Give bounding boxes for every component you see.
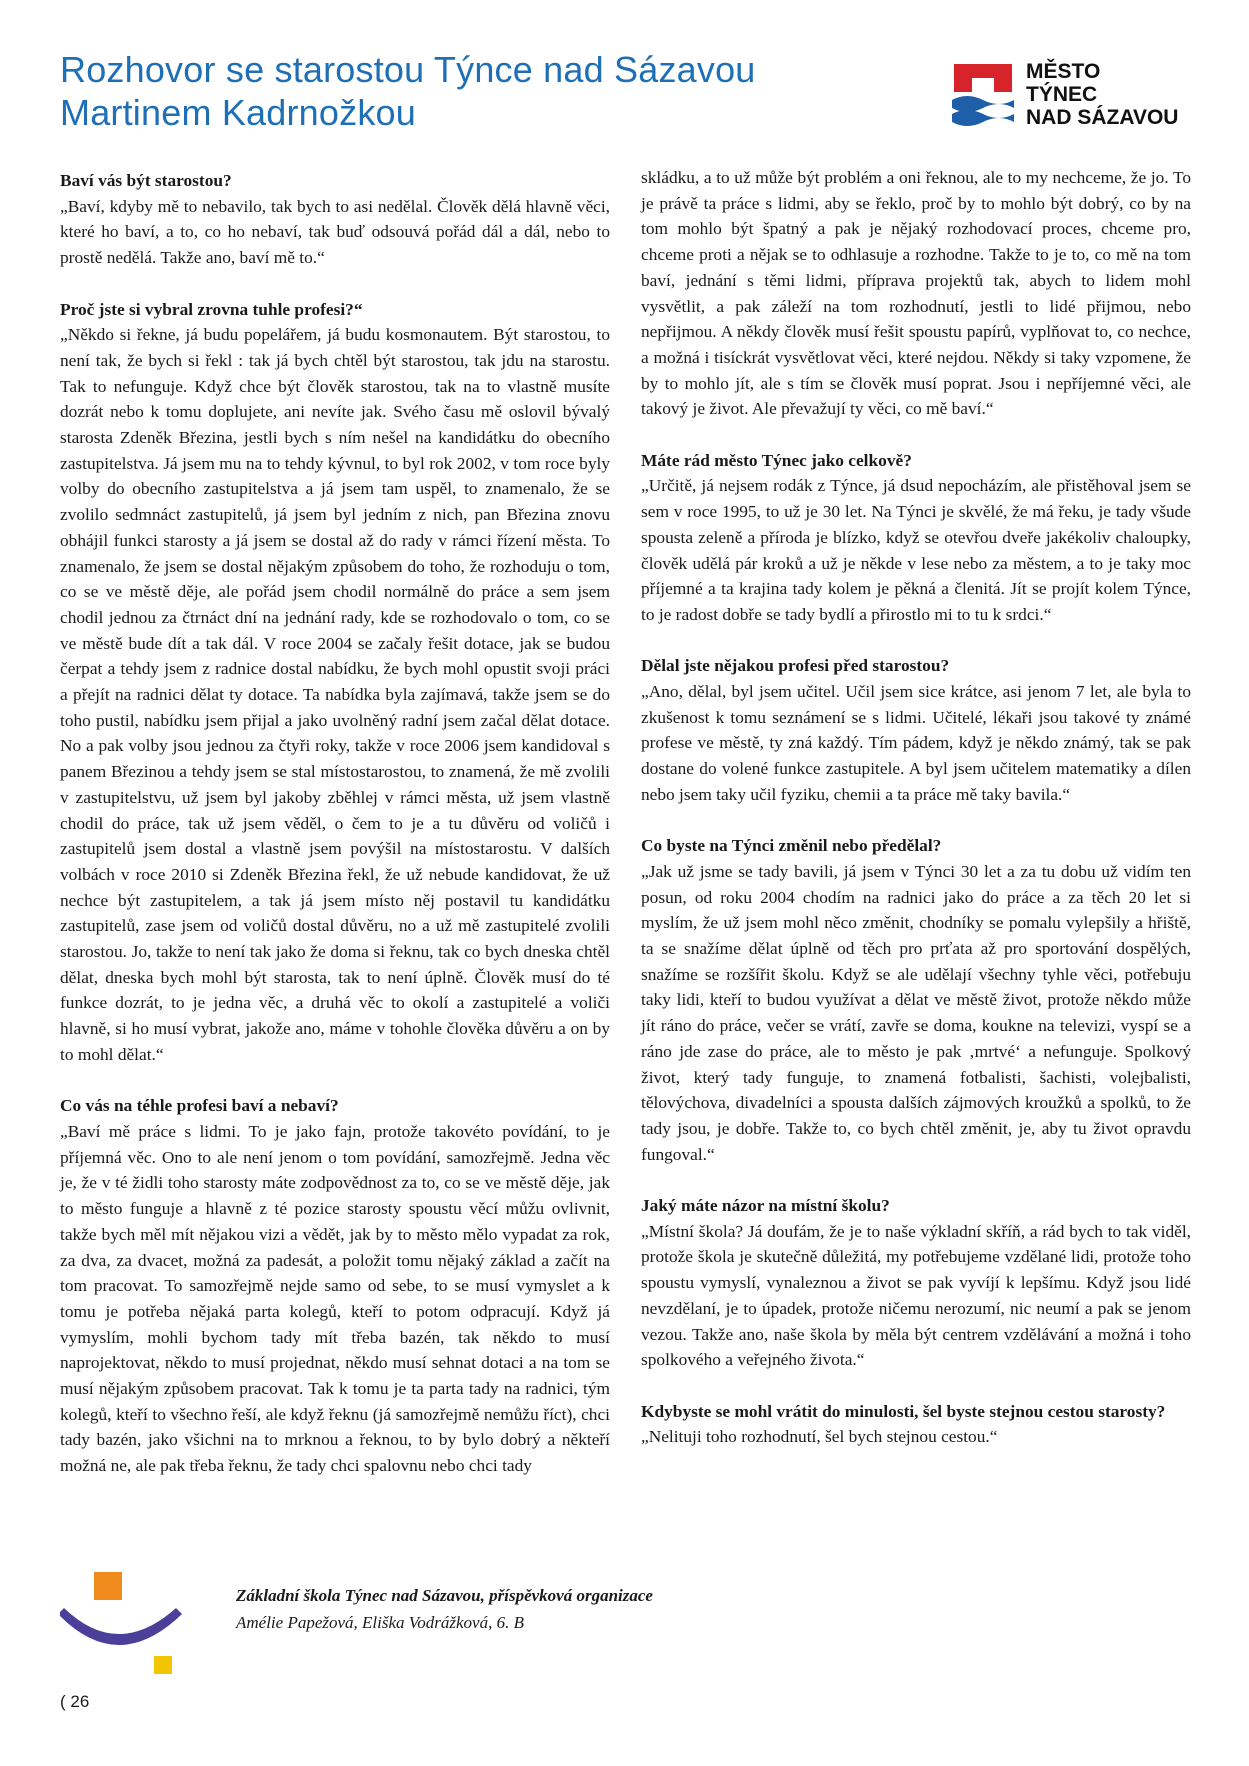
question: Proč jste si vybral zrovna tuhle profesi?“ <box>60 299 363 319</box>
qa-block <box>641 653 1191 807</box>
qa-block <box>641 448 1191 628</box>
page-number <box>60 1692 89 1712</box>
town-emblem-icon <box>950 62 1016 132</box>
qa-block-continued <box>641 165 1191 422</box>
answer: „Místní škola? Já doufám, že je to naše výkladní skříň, a rád bych to tak viděl, protože škola je skutečně důležitá, my potřebujeme vzdělané lidi, protože toho spoustu vymyslí, vynaleznou a život se pak vyvíjí k lepšímu. Když jsou lidé nevzdělaní, je to úpadek, protože ničemu nerozumí, nic neumí a pak se jenom vezou. Takže ano, naše škola by měla být centrem vzdělávání a možná i toho spolkového a veřejného života.“ <box>641 1221 1191 1370</box>
question: Kdybyste se mohl vrátit do minulosti, šel byste stejnou cestou starosty? <box>641 1401 1166 1421</box>
question: Máte rád město Týnec jako celkově? <box>641 450 912 470</box>
footer-credits <box>236 1582 653 1636</box>
qa-block <box>60 168 610 271</box>
answer: „Jak už jsme se tady bavili, já jsem v Týnci 30 let a za tu dobu už vidím ten posun, od roku 2004 chodím na radnici jako do práce a za těch 20 let si myslím, že už jsem mohl něco změnit, chodníky se pomalu vylepšily a hřiště, ta se snažíme dělat úplně od těch pro prťata až pro sportování dospělých, snažíme se rozšířit školu. Když se ale udělají všechny tyhle věci, potřebuju taky lidi, kteří to budou využívat a dělat ve městě život, protože někdo může jít ráno do práce, večer se vrátí, zavře se doma, koukne na televizi, vyspí se a ráno jde zase do práce, ale to město je pak ‚mrtvé‘ a nefunguje. Spolkový život, který tady funguje, to znamená fotbalisti, šachisti, volejbalisti, tělovýchova, divadelníci a spousta dalších zájmových kroužků a spolků, to že tady jsou, je dobře. Takže to, co bych chtěl změnit, je, aby tu život opravdu fungoval.“ <box>641 861 1191 1164</box>
page-number-value: 26 <box>70 1692 90 1711</box>
left-column <box>60 168 610 1505</box>
question: Co byste na Týnci změnil nebo předělal? <box>641 836 942 856</box>
logo-line-1: MĚSTO <box>1026 60 1101 83</box>
page-number-bracket: ( <box>60 1692 71 1711</box>
logo-line-3: NAD SÁZAVOU <box>1026 106 1179 129</box>
right-column <box>641 165 1191 1476</box>
question: Dělal jste nějakou profesi před starostou? <box>641 656 950 676</box>
qa-block <box>641 833 1191 1167</box>
title-line-1: Rozhovor se starostou Týnce nad Sázavou <box>60 49 756 90</box>
answer: „Baví mě práce s lidmi. To je jako fajn, protože takovéto povídání, to je příjemná věc. Ono to ale není jenom o tom povídání, samozřejmě. Jedna věc je, že v té židli toho starosty máte zodpovědnost za to, co se ve městě děje, jak to město funguje a hlavně z té pozice starosty spoustu věcí můžu ovlivnit, takže bych měl mít nějakou vizi a vědět, jak by to město mělo vypadat za rok, za dva, za dvacet, možná za padesát, a položit tomu nějaký základ a začít na tom pracovat. To samozřejmě nejde samo od sebe, to se musí vymyslet a k tomu je potřeba nějaká parta kolegů, kteří to potom odpracují. Když já vymyslím, mohli bychom tady mít třeba bazén, tak někdo to musí naprojektovat, někdo to musí projednat, někdo musí sehnat dotaci a na tom se musí nějakým způsobem pracovat. Tak k tomu je ta parta tady na radnici, tým kolegů, kteří to všechno řeší, ale když řeknu (já samozřejmě nemůžu říct), chci tady bazén, jako všichni na to mrknou a řeknou, to by bylo dobrý a někteří možná ne, ale pak třeba řeknu, že tady chci spalovnu nebo chci tady <box>60 1121 610 1476</box>
school-name: Základní škola Týnec nad Sázavou, příspěvková organizace <box>236 1586 653 1605</box>
answer: „Nelituji toho rozhodnutí, šel bych stejnou cestou.“ <box>641 1427 998 1447</box>
logo-line-2: TÝNEC <box>1026 83 1098 106</box>
qa-block <box>60 1093 610 1479</box>
question: Co vás na téhle profesi baví a nebaví? <box>60 1096 339 1116</box>
qa-block <box>60 297 610 1068</box>
town-logo-text <box>1026 60 1178 129</box>
answer: „Baví, kdyby mě to nebavilo, tak bych to asi nedělal. Člověk dělá hlavně věci, které ho baví, a to, co ho nebaví, tak buď odsouvá pořád dál a dál, nebo to prostě nedělá. Takže ano, baví mě to.“ <box>60 196 610 268</box>
article-title <box>60 48 880 134</box>
answer: „Ano, dělal, byl jsem učitel. Učil jsem sice krátce, asi jenom 7 let, ale byla to zkušenost k tomu seznámení se s lidmi. Učitelé, lékaři jsou takové ty známé profese ve městě, ty zná každý. Tím pádem, když je někdo známý, tak se pak dostane do volené funkce zastupitele. A byl jsem učitelem matematiky a dílen nebo jsem taky učil fyziku, chemii a ta práce mě taky bavila.“ <box>641 682 1191 804</box>
answer: skládku, a to už může být problém a oni řeknou, ale to my nechceme, že jo. To je právě ta práce s lidmi, aby se řeklo, proč by to mohlo být dobrý, co by na tom mohlo být špatný a pak je nějaký rozhodovací proces, chceme pro, chceme proti a nějak se to odhlasuje a rozhodne. Takže to je to, co mě na tom baví, jednání s těmi lidmi, příprava projektů tak, abych to lidem mohl vysvětlit, a pak záleží na tom rozhodnutí, jestli to lidé přijmou, nebo nepřijmou. A někdy člověk musí řešit spoustu papírů, vyplňovat to, co nechce, a možná i tisíckrát vysvětlovat věci, které nejdou. Někdy si taky vzpomene, že by to mohlo jít, ale s tím se člověk musí poprat. Jsou i nepříjemné věci, ale takový je život. Ale převažují ty věci, co mě baví.“ <box>641 168 1191 419</box>
authors: Amélie Papežová, Eliška Vodrážková, 6. B <box>236 1613 524 1632</box>
question: Jaký máte názor na místní školu? <box>641 1196 890 1216</box>
question: Baví vás být starostou? <box>60 171 232 190</box>
school-logo-icon <box>60 1572 200 1682</box>
town-logo <box>950 60 1200 138</box>
qa-block <box>641 1193 1191 1373</box>
answer: „Někdo si řekne, já budu popelářem, já budu kosmonautem. Být starostou, to není tak, že bych si řekl : tak já bych chtěl být starostou, tak jdu na starostu. Tak to nefunguje. Když chce být člověk starostou, tak na to vlastně musíte dozrát nebo k tomu doplujete, ani nevíte jak. Svého času mě oslovil bývalý starosta Zdeněk Březina, jestli bych s ním nešel na kandidátku do obecního zastupitelstva. Já jsem mu na to tehdy kývnul, to byl rok 2002, v tom roce byly volby do obecního zastupitelstva a já jsem tam uspěl, to znamenalo, že se zvolilo sedmnáct zastupitelů, já jsem byl jedním z nich, pan Březina znovu obhájil funkci starosty a já jsem se dostal až do rady v rámci řízení města. To znamenalo, že jsem se dostal nějakým způsobem do toho, že rozhoduju o tom, co se ve městě děje, ale pořád jsem chodil normálně do práce a sem jsem chodil jednou za čtrnáct dní na jednání rady, kde se rozhodovalo o tom, co se ve městě bude dít a tak dál. V roce 2004 se začaly řešit dotace, jak se budou čerpat a tehdy jsem z radnice dostal nabídku, že bych mohl opustit svoji práci a přejít na radnici dělat ty dotace. Ta nabídka byla zajímavá, takže jsem se do toho pustil, nabídku jsem přijal a jako uvolněný radní jsem začal dělat dotace. No a pak volby jsou jednou za čtyři roky, takže v roce 2006 jsem kandidoval s panem Březinou a tehdy jsem se stal místostarostou, to znamená, že mě zvolili v zastupitelstvu, už jsem byl jakoby zběhlej v rámci města, už jsem vlastně chodil do práce, tak už jsem věděl, o čem to je a tu důvěru od voličů i zastupitelů jsem dostal a vlastně jsem povýšil na místostarostu. V dalších volbách v roce 2010 si Zdeněk Březina řekl, že už nebude kandidovat, že už nechce být zastupitelem, a tak já jsem místo něj postavil tu kandidátku zastupitelů, zase jsem od voličů dostal důvěru, no a už mě zastupitelé zvolili starostou. Jo, takže to není tak jako že doma si řeknu, tak co bych dneska chtěl dělat, dneska bych mohl být starosta, tak to není úplně. Člověk musí do té funkce dozrát, to je jedna věc, a druhá věc to okolí a zastupitelé a voliči hlavně, si ho musí vybrat, jakože ano, máme v tohohle člověka důvěru a on by to mohl dělat.“ <box>60 325 610 1064</box>
title-line-2: Martinem Kadrnožkou <box>60 92 416 133</box>
qa-block <box>641 1399 1191 1450</box>
answer: „Určitě, já nejsem rodák z Týnce, já dsud nepocházím, ale přistěhoval jsem se sem v roce 1995, to už je 30 let. Na Týnci je skvělé, že má řeku, je tady všude spousta zeleně a příroda je blízko, když se otevřou dveře jakékoliv chaloupky, člověk udělá pár kroků a už je někde v lese nebo za městem, a to je taky moc příjemné a ta krajina tady kolem je pěkná a členitá. Jít se projít kolem Týnce, to je radost dobře se tady bydlí a přirostlo mi to tu k srdci.“ <box>641 476 1191 624</box>
